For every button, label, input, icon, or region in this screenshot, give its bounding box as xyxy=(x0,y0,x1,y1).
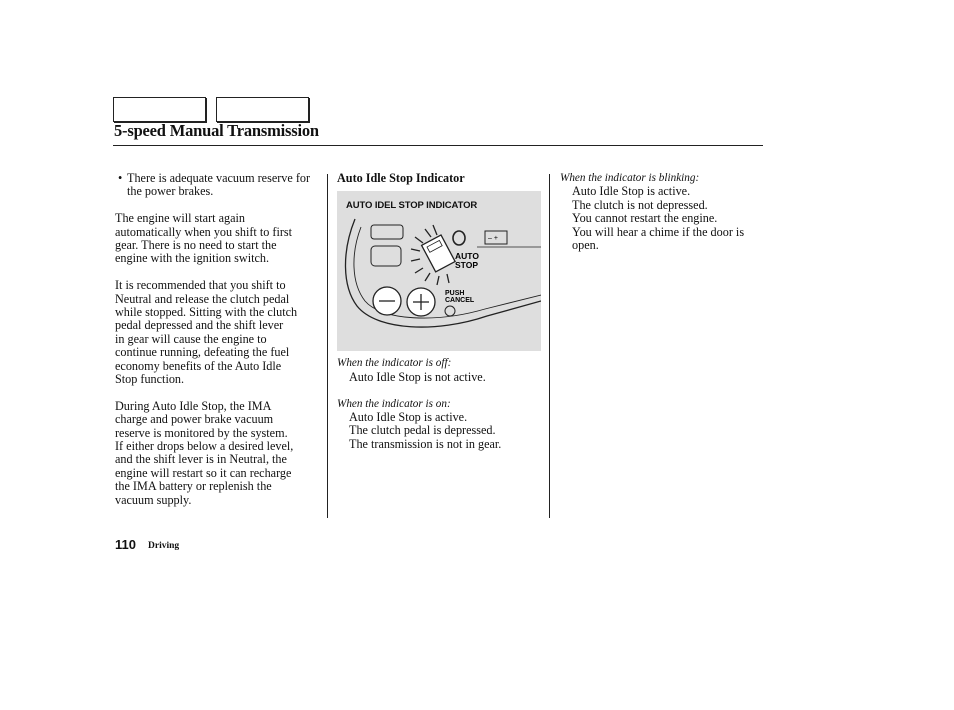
state-off xyxy=(337,357,545,384)
section-heading: Auto Idle Stop Indicator xyxy=(337,171,465,185)
section-label: Driving xyxy=(148,541,180,551)
title-divider xyxy=(113,145,763,146)
state-line: The transmission is not in gear. xyxy=(349,436,502,451)
bullet-icon: • xyxy=(118,171,123,185)
indicator-figure xyxy=(337,191,541,351)
dashboard-illustration xyxy=(337,191,541,351)
page-number: 110 xyxy=(115,537,136,552)
right-column xyxy=(560,172,765,266)
state-line: Auto Idle Stop is active. xyxy=(349,410,468,425)
page-title: 5-speed Manual Transmission xyxy=(114,121,319,140)
paragraph-recommendation: It is recommended that you shift to Neutral and release the clutch pedal while stopped. Sitting with the clutch pedal depressed and the shift lever in gear will cause the engine to continue running, defeating the fuel economy benefits of the Auto Idle Stop function. xyxy=(115,278,298,387)
figure-caption: AUTO IDEL STOP INDICATOR xyxy=(346,200,478,212)
state-line: You cannot restart the engine. xyxy=(572,211,718,226)
column-divider-2 xyxy=(549,174,550,518)
state-line: The clutch pedal is depressed. xyxy=(349,423,496,438)
state-line: Auto Idle Stop is active. xyxy=(572,184,691,199)
paragraph-monitoring: During Auto Idle Stop, the IMA charge and power brake vacuum reserve is monitored by the system. If either drops below a desired level, and the shift lever is in Neutral, the engine will restart so it can recharge the IMA battery or replenish the vacuum supply. xyxy=(115,398,294,507)
left-column xyxy=(115,172,325,521)
column-divider-1 xyxy=(327,174,328,518)
condition-on: When the indicator is on: xyxy=(337,397,451,410)
condition-off: When the indicator is off: xyxy=(337,357,452,370)
bullet-text: There is adequate vacuum reserve for the power brakes. xyxy=(127,171,311,199)
state-line: You will hear a chime if the door is open. xyxy=(572,224,745,253)
auto-label: AUTO xyxy=(455,251,479,262)
state-line: Auto Idle Stop is not active. xyxy=(349,369,486,384)
stop-label: STOP xyxy=(455,260,478,271)
push-label: PUSH xyxy=(445,290,465,298)
cancel-button-icon xyxy=(445,306,455,316)
nav-button-previous[interactable] xyxy=(113,97,206,122)
paragraph-restart: The engine will start again automatically when you shift to first gear. There is no need to start the engine with the ignition switch. xyxy=(115,211,293,266)
nav-button-next[interactable] xyxy=(216,97,309,122)
middle-column xyxy=(337,172,545,465)
state-line: The clutch is not depressed. xyxy=(572,197,708,212)
cancel-label: CANCEL xyxy=(445,297,475,305)
state-blinking xyxy=(560,172,765,252)
svg-text:– +: – + xyxy=(488,235,498,243)
bullet-item xyxy=(115,172,325,199)
condition-blinking: When the indicator is blinking: xyxy=(560,172,700,184)
state-on xyxy=(337,398,545,452)
